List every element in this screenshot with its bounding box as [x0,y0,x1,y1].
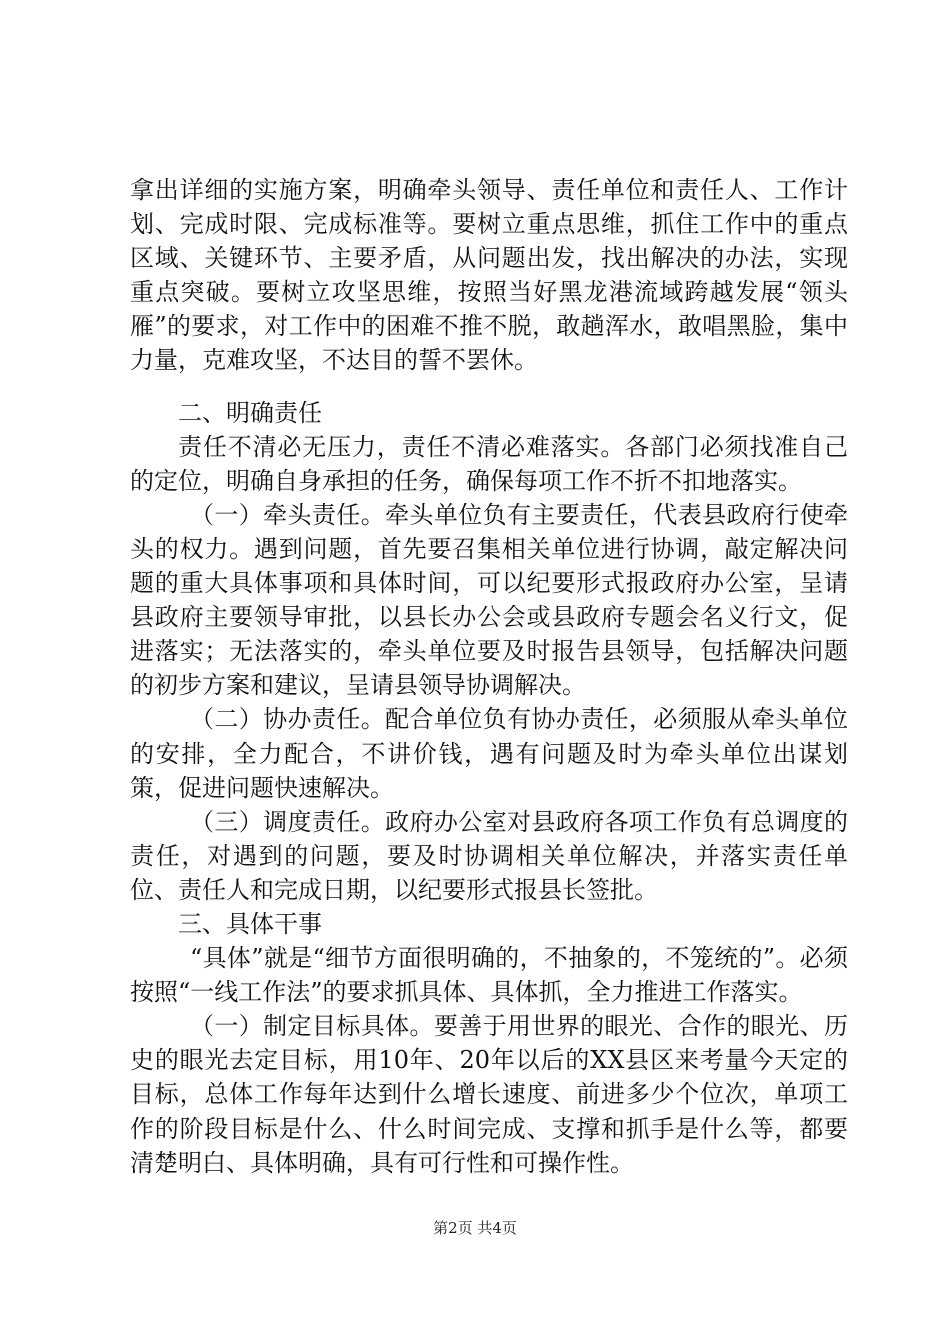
document-body [130,173,848,1180]
body-paragraph: 责任不清必无压力，责任不清必难落实。各部门必须找准自己的定位，明确自身承担的任务，确保每项工作不折不扣地落实。 [130,432,848,495]
body-paragraph: 拿出详细的实施方案，明确牵头领导、责任单位和责任人、工作计划、完成时限、完成标准等。要树立重点思维，抓住工作中的重点区域、关键环节、主要矛盾，从问题出发，找出解决的办法，实现重点突破。要树立攻坚思维，按照当好黑龙港流域跨越发展“领头雁”的要求，对工作中的困难不推不脱，敢趟浑水，敢唱黑脸，集中力量，克难攻坚，不达目的誓不罢休。 [130,176,848,375]
page-footer: 第2页 共4页 [433,1219,517,1237]
body-paragraph: “具体”就是“细节方面很明确的，不抽象的，不笼统的”。必须按照“一线工作法”的要求抓具体、具体抓，全力推进工作落实。 [130,944,848,1007]
body-paragraph: （一）制定目标具体。要善于用世界的眼光、合作的眼光、历史的眼光去定目标，用10年、20年以后的XX县区来考量今天定的目标，总体工作每年达到什么增长速度、前进多少个位次，单项工作的阶段目标是什么、什么时间完成、支撑和抓手是什么等，都要清楚明白、具体明确，具有可行性和可操作性。 [130,1012,848,1177]
body-paragraph: （三）调度责任。政府办公室对县政府各项工作负有总调度的责任，对遇到的问题，要及时协调相关单位解决，并落实责任单位、责任人和完成日期，以纪要形式报县长签批。 [130,807,848,904]
body-paragraph: （一）牵头责任。牵头单位负有主要责任，代表县政府行使牵头的权力。遇到问题，首先要召集相关单位进行协调，敲定解决问题的重大具体事项和具体时间，可以纪要形式报政府办公室，呈请县政府主要领导审批，以县长办公会或县政府专题会名义行文，促进落实；无法落实的，牵头单位要及时报告县领导，包括解决问题的初步方案和建议，呈请县领导协调解决。 [130,500,848,700]
section-heading: 二、明确责任 [178,398,322,427]
section-heading: 三、具体干事 [178,909,322,938]
body-paragraph: （二）协办责任。配合单位负有协办责任，必须服从牵头单位的安排，全力配合，不讲价钱，遇有问题及时为牵头单位出谋划策，促进问题快速解决。 [130,705,848,802]
